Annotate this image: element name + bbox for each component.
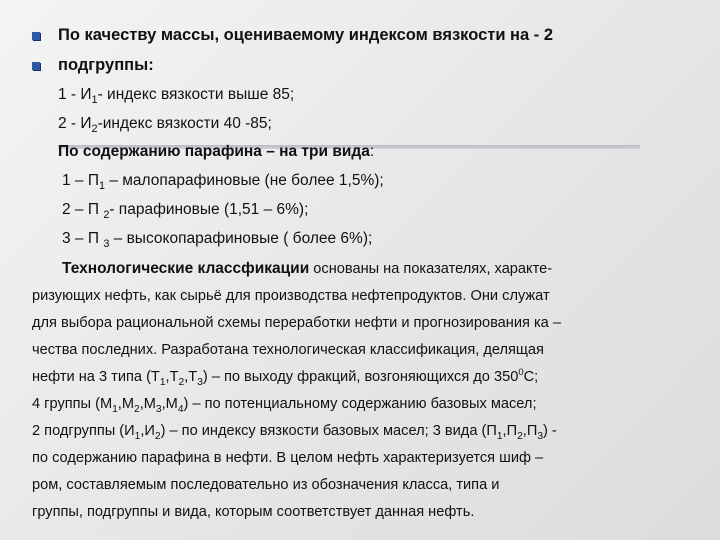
tech-line-2: ризующих нефть, как сырьё для производства нефтепродуктов. Они служат (32, 288, 550, 304)
tech-line-1: Технологические классфикации основаны на показателях, характе- (62, 260, 553, 277)
paraffin-heading: По содержанию парафина – на три вида: (58, 143, 375, 160)
viscosity-subgroup-2: $2 - И_2$-индекс вязкости 40 -85; (58, 115, 272, 136)
tech-line-5: нефти на 3 типа $(Т_1,Т_2,Т_3)$ – по выходу фракций, возгоняющихся до $350^0С$; (32, 367, 539, 388)
paraffin-type-3: 3 – П $_3$ – высокопарафиновые ( более 6%); (62, 230, 373, 251)
tech-line-8: по содержанию парафина в нефти. В целом нефть характеризуется шиф – (32, 450, 544, 466)
tech-line-10: группы, подгруппы и вида, которым соответствует данная нефть. (32, 504, 475, 520)
paraffin-type-2: 2 – П $_2$- парафиновые (1,51 – 6%); (62, 201, 309, 222)
tech-line-3: для выбора рациональной схемы переработки нефти и прогнозирования ка – (32, 315, 561, 331)
viscosity-subgroup-1: $1 - И_1-$ индекс вязкости выше 85; (58, 86, 295, 107)
tech-line-7: 2 подгруппы $(И_1,И_2)$ – по индексу вязкости базовых масел; 3 вида $(П_1,П_2,П_3)$ - (32, 423, 557, 442)
tech-line-9: ром, составляемым последовательно из обозначения класса, типа и (32, 477, 500, 493)
bullet-line-1: По качеству массы, оцениваемому индексом вязкости на - 2 (58, 26, 554, 44)
paraffin-type-1: $1 - П_1$ – малопарафиновые (не более 1,5%); (62, 172, 384, 193)
bullet-square-icon (32, 32, 40, 40)
bullet-square-icon (32, 62, 40, 70)
tech-line-6: 4 группы $(М_1,М_2,М_3,М_4)$ – по потенциальному содержанию базовых масел; (32, 396, 537, 415)
bullet-line-2: подгруппы: (58, 56, 154, 74)
tech-line-4: чества последних. Разработана технологическая классификация, делящая (32, 342, 544, 358)
